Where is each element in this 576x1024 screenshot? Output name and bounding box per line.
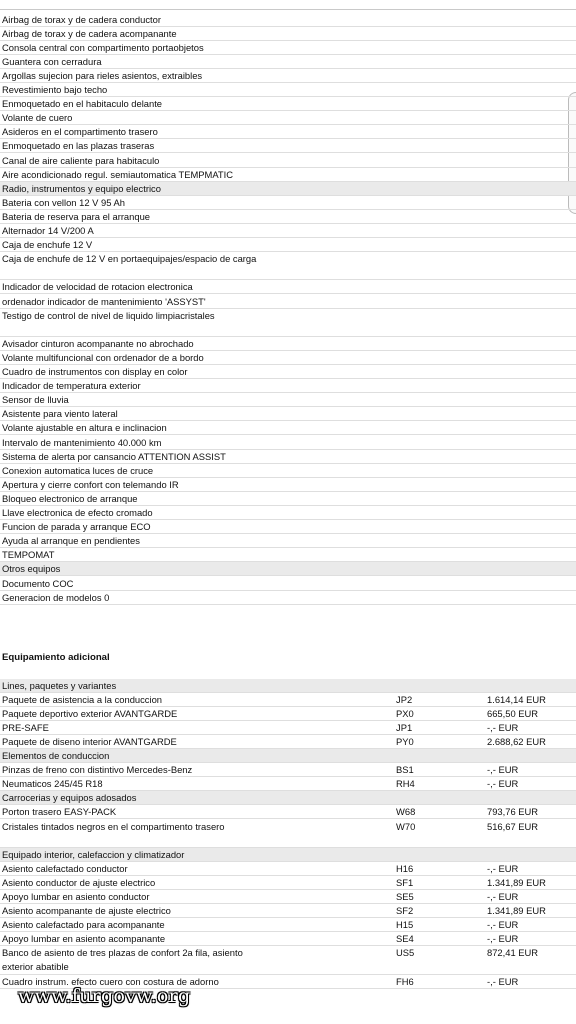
top-divider: [0, 0, 576, 10]
item-label: Sensor de lluvia: [2, 394, 69, 406]
item-label: Porton trasero EASY-PACK: [2, 806, 117, 818]
item-label: Enmoquetado en las plazas traseras: [2, 140, 155, 152]
item-code: SF1: [396, 876, 414, 888]
table-row: [0, 577, 576, 591]
additional-equipment-title: Equipamiento adicional: [2, 652, 110, 663]
item-label: Argollas sujecion para rieles asientos, extraibles: [2, 69, 203, 81]
table-row: [0, 139, 576, 153]
item-label: Airbag de torax y de cadera acompanante: [2, 27, 177, 39]
table-row: [0, 534, 576, 548]
table-row: [0, 478, 576, 492]
table-row: [0, 932, 576, 946]
table-row: [0, 904, 576, 918]
item-code: PY0: [396, 735, 414, 747]
table-row: [0, 436, 576, 450]
table-row: [0, 735, 576, 749]
item-label: Alternador 14 V/200 A: [2, 225, 94, 236]
table-row: [0, 548, 576, 562]
item-price: 516,67 EUR: [487, 820, 539, 832]
table-row: [0, 69, 576, 83]
table-row: [0, 506, 576, 520]
item-label: Apoyo lumbar en asiento conductor: [2, 891, 150, 902]
item-label: Apoyo lumbar en asiento acompanante: [2, 933, 166, 945]
item-label: Consola central con compartimento portaobjetos: [2, 41, 204, 53]
item-code: JP2: [396, 693, 413, 705]
section-header-row: [0, 679, 576, 693]
item-price: -,- EUR: [487, 721, 519, 733]
table-row: [0, 763, 576, 777]
table-row: [0, 13, 576, 27]
item-label: Bateria de reserva para el arranque: [2, 210, 151, 222]
item-code: SE5: [396, 891, 414, 902]
item-label: Asiento conductor de ajuste electrico: [2, 876, 156, 888]
item-label: Cuadro instrum. efecto cuero con costura de adorno: [2, 975, 219, 987]
item-label: Bateria con vellon 12 V 95 Ah: [2, 196, 126, 208]
table-row: [0, 379, 576, 393]
table-row: [0, 407, 576, 421]
section-header-label: Radio, instrumentos y equipo electrico: [2, 182, 161, 194]
item-label: Sistema de alerta por cansancio ATTENTION ASSIST: [2, 450, 226, 462]
item-label: Revestimiento bajo techo: [2, 84, 108, 95]
table-row: [0, 154, 576, 168]
item-code: RH4: [396, 778, 415, 790]
item-price: -,- EUR: [487, 778, 519, 790]
item-code: PX0: [396, 707, 414, 719]
table-row: [0, 876, 576, 890]
section-header-label: Carrocerias y equipos adosados: [2, 792, 137, 804]
item-label: Canal de aire caliente para habitaculo: [2, 154, 160, 166]
item-label: ordenador indicador de mantenimiento 'ASSYST': [2, 295, 206, 307]
table-row: [0, 693, 576, 707]
item-label: Indicador de velocidad de rotacion electronica: [2, 281, 193, 293]
item-label: Asiento acompanante de ajuste electrico: [2, 905, 171, 917]
item-price: -,- EUR: [487, 919, 519, 931]
item-label: Funcion de parada y arranque ECO: [2, 521, 151, 533]
item-code: BS1: [396, 764, 414, 776]
item-label: Caja de enchufe de 12 V en portaequipajes/espacio de carga: [2, 253, 257, 265]
item-label: Enmoquetado en el habitaculo delante: [2, 98, 163, 110]
section-header-row: [0, 749, 576, 763]
item-label: Conexion automatica luces de cruce: [2, 464, 154, 476]
item-label: Indicador de temperatura exterior: [2, 380, 141, 392]
section-header-row: [0, 791, 576, 805]
item-price: -,- EUR: [487, 933, 519, 945]
table-row: [0, 309, 576, 337]
item-price: 872,41 EUR: [487, 947, 539, 959]
item-label: Apertura y cierre confort con telemando IR: [2, 478, 179, 490]
item-label: TEMPOMAT: [2, 549, 55, 561]
item-label: Llave electronica de efecto cromado: [2, 507, 153, 518]
item-label: PRE-SAFE: [2, 721, 49, 733]
item-label: Asiento calefactado para acompanante: [2, 919, 165, 931]
item-label: Asistente para viento lateral: [2, 408, 118, 420]
table-row: [0, 41, 576, 55]
section-header-label: Lines, paquetes y variantes: [2, 679, 117, 691]
table-row: [0, 27, 576, 41]
section-header-row: [0, 562, 576, 576]
table-row: [0, 820, 576, 848]
table-row: [0, 421, 576, 435]
table-row: [0, 707, 576, 721]
table-row: [0, 280, 576, 294]
item-price: 1.614,14 EUR: [487, 693, 546, 705]
item-label: Paquete de asistencia a la conduccion: [2, 693, 163, 705]
item-price: -,- EUR: [487, 891, 519, 902]
table-row: [0, 777, 576, 791]
item-label: Avisador cinturon acompanante no abrochado: [2, 337, 194, 349]
item-label: Volante ajustable en altura e inclinacion: [2, 422, 167, 434]
section-header-row: [0, 182, 576, 196]
item-label: Documento COC: [2, 577, 74, 589]
table-row: [0, 224, 576, 238]
item-price: 665,50 EUR: [487, 707, 539, 719]
item-price: 1.341,89 EUR: [487, 876, 546, 888]
section-header-label: Equipado interior, calefaccion y climatizador: [2, 848, 185, 860]
item-label: Asideros en el compartimento trasero: [2, 126, 158, 138]
table-row: [0, 252, 576, 280]
item-code: SF2: [396, 905, 414, 917]
table-row: [0, 946, 576, 974]
table-row: [0, 365, 576, 379]
item-price: 1.341,89 EUR: [487, 905, 546, 917]
item-label: Intervalo de mantenimiento 40.000 km: [2, 436, 162, 448]
item-label: Testigo de control de nivel de liquido limpiacristales: [2, 309, 215, 321]
item-code: H16: [396, 862, 414, 874]
table-row: [0, 492, 576, 506]
item-label: Generacion de modelos 0: [2, 591, 110, 603]
table-row: [0, 125, 576, 139]
item-label: Neumaticos 245/45 R18: [2, 778, 103, 790]
item-price: -,- EUR: [487, 764, 519, 776]
table-row: [0, 295, 576, 309]
item-price: 793,76 EUR: [487, 806, 539, 818]
table-row: [0, 168, 576, 182]
table-row: [0, 238, 576, 252]
item-label: Airbag de torax y de cadera conductor: [2, 13, 161, 25]
item-code: W68: [396, 806, 416, 818]
table-row: [0, 450, 576, 464]
item-label: Caja de enchufe 12 V: [2, 239, 93, 251]
table-row: [0, 351, 576, 365]
watermark-text: www.furgovw.org: [18, 985, 191, 1007]
table-row: [0, 97, 576, 111]
item-code: SE4: [396, 933, 414, 945]
table-row: [0, 862, 576, 876]
item-code: JP1: [396, 721, 413, 733]
item-label: Volante multifuncional con ordenador de a bordo: [2, 351, 204, 363]
item-label: Guantera con cerradura: [2, 55, 102, 67]
item-price: -,- EUR: [487, 975, 519, 987]
item-label: Cristales tintados negros en el compartimento trasero: [2, 820, 225, 832]
item-label: Volante de cuero: [2, 112, 73, 124]
item-label: Paquete de diseno interior AVANTGARDE: [2, 735, 177, 747]
item-label: Asiento calefactado conductor: [2, 862, 128, 874]
section-header-row: [0, 848, 576, 862]
table-row: [0, 520, 576, 534]
table-row: [0, 805, 576, 819]
item-label: Banco de asiento de tres plazas de confort 2a fila, asiento exterior abatible: [2, 947, 243, 973]
section-header-label: Otros equipos: [2, 563, 61, 575]
table-row: [0, 337, 576, 351]
table-row: [0, 55, 576, 69]
item-label: Cuadro de instrumentos con display en color: [2, 366, 188, 377]
item-price: 2.688,62 EUR: [487, 735, 546, 747]
item-code: FH6: [396, 975, 414, 987]
item-label: Aire acondicionado regul. semiautomatica TEMPMATIC: [2, 168, 233, 180]
table-row: [0, 393, 576, 407]
table-row: [0, 210, 576, 224]
item-price: -,- EUR: [487, 862, 519, 874]
item-label: Bloqueo electronico de arranque: [2, 492, 138, 504]
table-row: [0, 918, 576, 932]
table-row: [0, 890, 576, 904]
table-row: [0, 83, 576, 97]
item-code: W70: [396, 820, 416, 832]
section-header-label: Elementos de conduccion: [2, 750, 110, 761]
item-label: Ayuda al arranque en pendientes: [2, 535, 140, 547]
item-code: US5: [396, 947, 415, 959]
table-row: [0, 721, 576, 735]
table-row: [0, 111, 576, 125]
item-label: Pinzas de freno con distintivo Mercedes-Benz: [2, 764, 193, 776]
item-label: Paquete deportivo exterior AVANTGARDE: [2, 707, 178, 719]
table-row: [0, 464, 576, 478]
table-row: [0, 591, 576, 605]
table-row: [0, 196, 576, 210]
item-code: H15: [396, 919, 414, 931]
